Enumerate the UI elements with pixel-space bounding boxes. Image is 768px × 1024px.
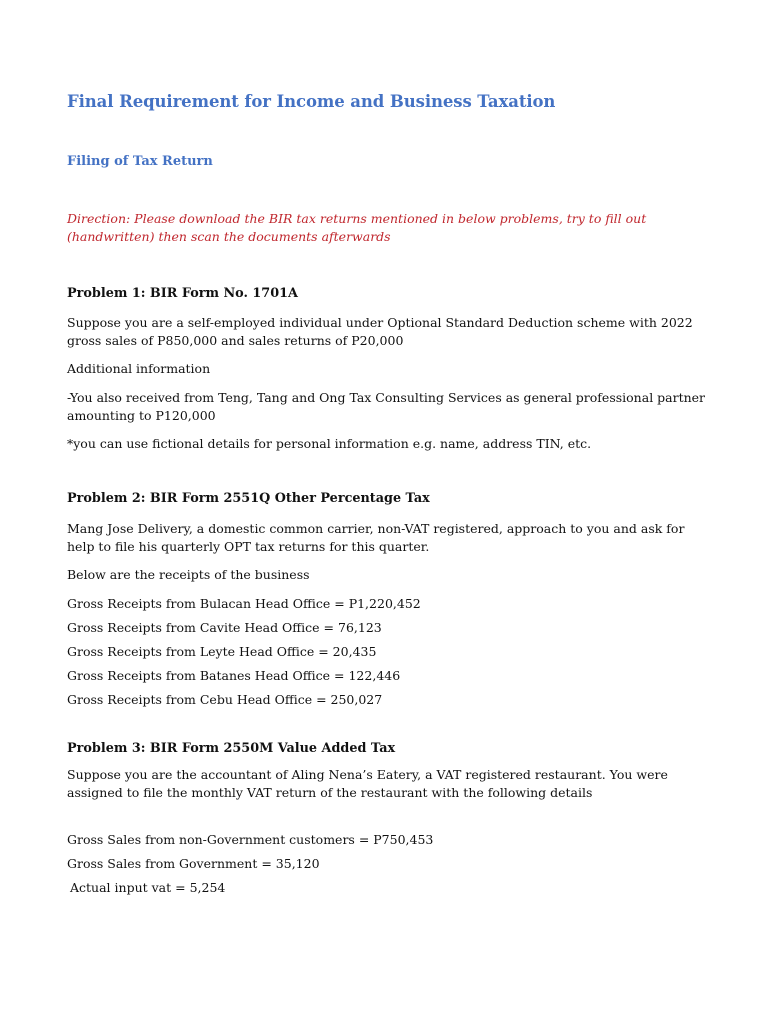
problem2-receipts-intro: Below are the receipts of the business [67, 567, 310, 582]
problem3-paragraph: Suppose you are the accountant of Aling Nena’s Eatery, a VAT registered restaurant. You were assigned to file the monthly VAT return of the restaurant with the following details [67, 767, 668, 800]
problem1-note: *you can use fictional details for personal information e.g. name, address TIN, etc. [67, 436, 592, 451]
detail-line: Actual input vat = 5,254 [70, 880, 226, 895]
document-subtitle: Filing of Tax Return [67, 154, 213, 169]
detail-line: Gross Sales from non-Government customers = P750,453 [67, 832, 434, 847]
receipt-line: Gross Receipts from Batanes Head Office = 122,446 [67, 668, 401, 683]
detail-line: Gross Sales from Government = 35,120 [67, 856, 320, 871]
problem1-additional-text: -You also received from Teng, Tang and Ong Tax Consulting Services as general professional partner amounting to P120,000 [67, 390, 706, 423]
problem1-heading: Problem 1: BIR Form No. 1701A [67, 286, 298, 301]
problem1-paragraph: Suppose you are a self-employed individual under Optional Standard Deduction scheme with 2022 gross sales of P850,000 and sales returns of P20,000 [67, 315, 693, 348]
problem2-paragraph: Mang Jose Delivery, a domestic common carrier, non-VAT registered, approach to you and ask for help to file his quarterly OPT tax returns for this quarter. [67, 521, 685, 554]
receipt-line: Gross Receipts from Leyte Head Office = 20,435 [67, 644, 377, 659]
receipt-line: Gross Receipts from Cebu Head Office = 250,027 [67, 692, 383, 707]
receipt-line: Gross Receipts from Cavite Head Office = 76,123 [67, 620, 382, 635]
document-title: Final Requirement for Income and Business Taxation [67, 92, 556, 111]
problem3-heading: Problem 3: BIR Form 2550M Value Added Tax [67, 741, 396, 756]
receipt-line: Gross Receipts from Bulacan Head Office = P1,220,452 [67, 596, 421, 611]
direction-text: Direction: Please download the BIR tax returns mentioned in below problems, try to fill out (handwritten) then scan the documents afterwards [67, 211, 647, 244]
problem2-heading: Problem 2: BIR Form 2551Q Other Percentage Tax [67, 491, 430, 506]
problem1-additional-label: Additional information [67, 361, 211, 376]
